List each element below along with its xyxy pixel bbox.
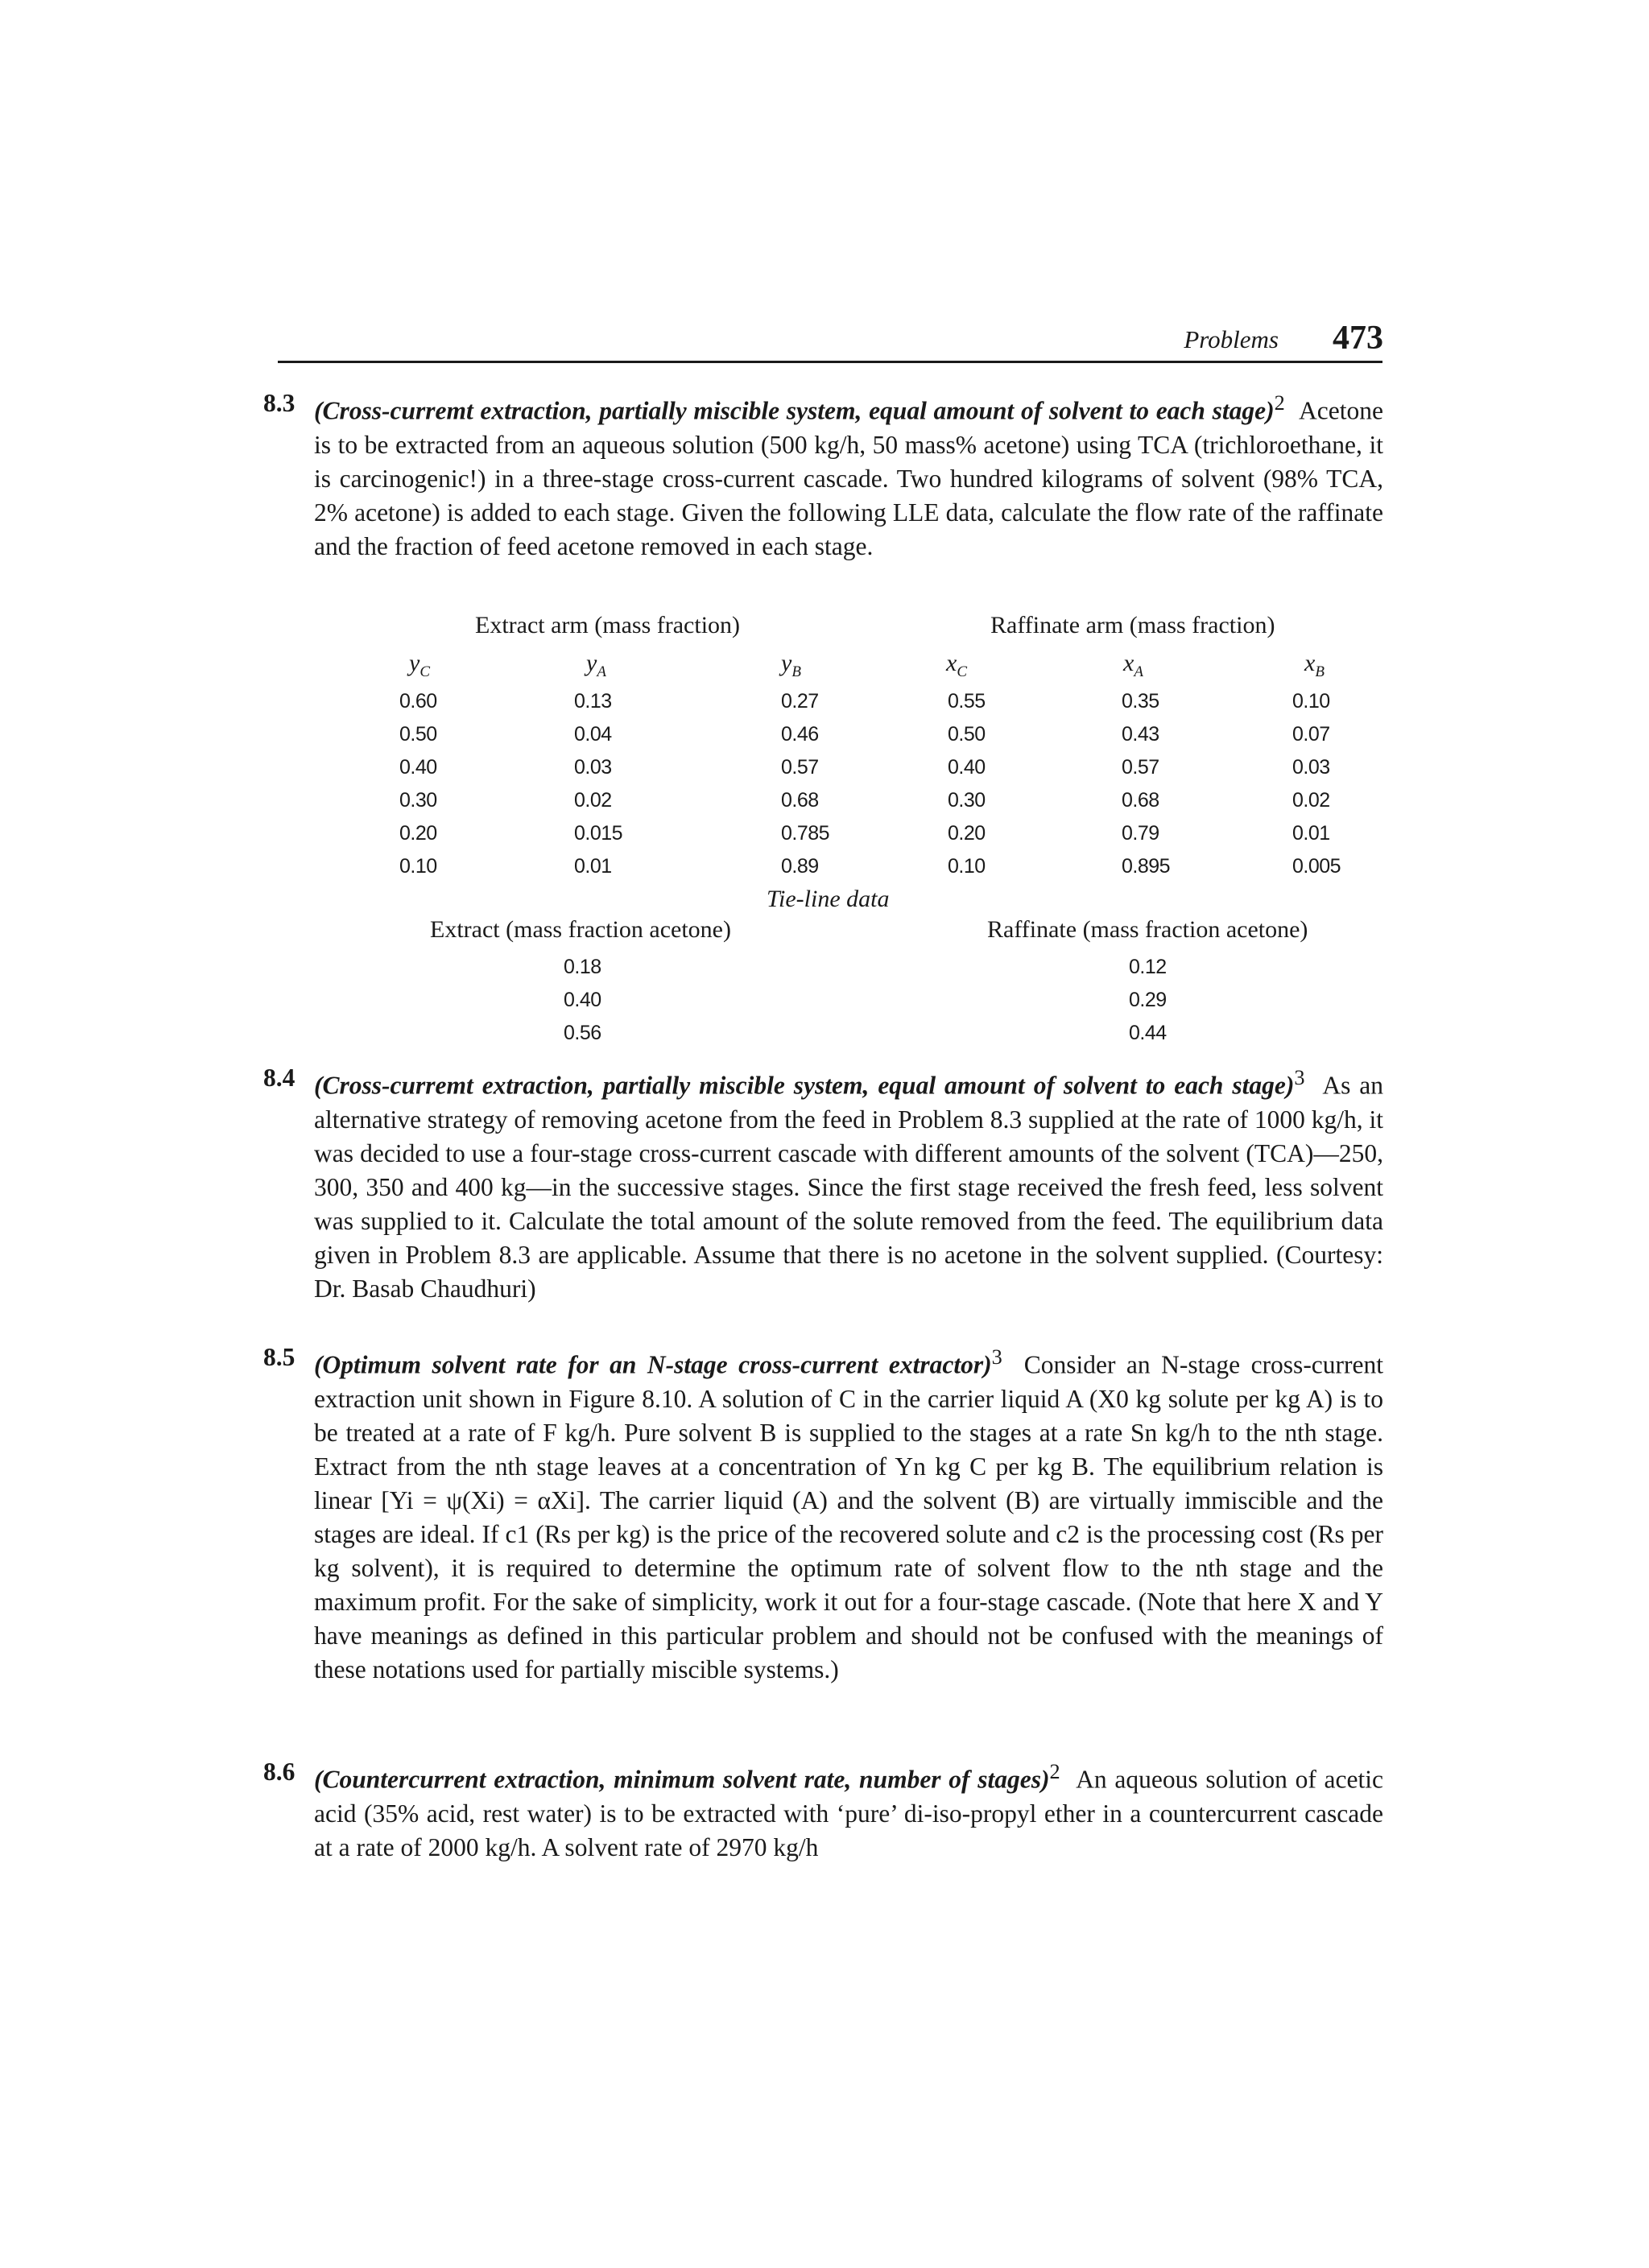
- table-cell: 0.40: [399, 756, 437, 779]
- problem-text: An aqueous solution of acetic acid (35% acid, rest water) is to be extracted with ‘pure’ di-iso-propyl ether in a countercurrent cascade at a rate of 2000 kg/h. A solvent rate of 2970 kg/h: [314, 1765, 1383, 1861]
- page-number: 473: [1333, 320, 1383, 357]
- table-cell: 0.30: [399, 789, 437, 812]
- table-cell: 0.50: [948, 723, 986, 746]
- running-head: Problems: [1184, 325, 1279, 353]
- problem-number: 8.5: [263, 1343, 295, 1371]
- table-cell: 0.895: [1122, 855, 1171, 878]
- problem-number: 8.4: [263, 1064, 295, 1092]
- table-cell: 0.35: [1122, 690, 1159, 713]
- column-header: [946, 650, 967, 681]
- table-cell: 0.10: [948, 855, 986, 878]
- table-cell: 0.68: [781, 789, 819, 812]
- column-subscript: C: [419, 663, 431, 680]
- table-cell: 0.10: [1292, 690, 1330, 713]
- table-cell: 0.68: [1122, 789, 1159, 812]
- tie-line-cell: 0.18: [564, 956, 601, 978]
- column-variable: y: [409, 650, 420, 676]
- tie-line-extract-heading: Extract (mass fraction acetone): [430, 916, 731, 943]
- column-variable: y: [586, 650, 597, 676]
- reference-superscript: 3: [1294, 1066, 1305, 1089]
- problem-number: 8.3: [263, 389, 295, 417]
- column-variable: x: [1123, 650, 1134, 676]
- column-subscript: C: [957, 663, 968, 680]
- tie-line-cell: 0.29: [1129, 989, 1167, 1011]
- table-cell: 0.01: [574, 855, 612, 878]
- table-cell: 0.03: [574, 756, 612, 779]
- problem-text: As an alternative strategy of removing acetone from the feed in Problem 8.3 supplied at the rate of 1000 kg/h, it was decided to use a four-stage cross-current cascade with different amounts of the solvent (TCA)—250, 300, 350 and 400 kg—in the successive stages. Since the first stage received the fresh feed, less solvent was supplied to it. Calculate the total amount of the solute removed from the feed. The equilibrium data given in Problem 8.3 are applicable. Assume that there is no acetone in the solvent supplied. (Courtesy: Dr. Basab Chaudhuri): [314, 1071, 1383, 1303]
- tie-line-caption: Tie-line data: [767, 886, 890, 912]
- reference-superscript: 3: [991, 1345, 1002, 1369]
- page-header: [280, 319, 1383, 362]
- column-subscript: A: [1134, 663, 1143, 680]
- table-cell: 0.02: [1292, 789, 1330, 812]
- table-cell: 0.50: [399, 723, 437, 746]
- table-cell: 0.01: [1292, 822, 1330, 845]
- problem-8-5: [263, 1341, 1384, 1687]
- table-cell: 0.89: [781, 855, 819, 878]
- raffinate-arm-heading: Raffinate arm (mass fraction): [990, 612, 1275, 638]
- tie-line-cell: 0.40: [564, 989, 601, 1011]
- reference-superscript: 2: [1274, 391, 1285, 415]
- table-cell: 0.43: [1122, 723, 1159, 746]
- column-header: [781, 650, 801, 681]
- problem-text: Consider an N-stage cross-current extraction unit shown in Figure 8.10. A solution of C in the carrier liquid A (X0 kg solute per kg A) is to be treated at a rate of F kg/h. Pure solvent B is supplied to the stages at a rate Sn kg/h to the nth stage. Extract from the nth stage leaves at a concentration of Yn kg C per kg B. The equilibrium relation is linear [Yi = ψ(Xi) = αXi]. The carrier liquid (A) and the solvent (B) are virtually immiscible and the stages are ideal. If c1 (Rs per kg) is the price of the recovered solute and c2 is the processing cost (Rs per kg solvent), it is required to determine the optimum rate of solvent flow to the nth stage and the maximum profit. For the sake of simplicity, work it out for a four-stage cascade. (Note that here X and Y have meanings as defined in this particular problem and should not be confused with the meanings of these notations used for partially miscible systems.): [314, 1350, 1384, 1683]
- column-subscript: B: [791, 663, 801, 680]
- column-variable: x: [1304, 650, 1316, 676]
- table-cell: 0.40: [948, 756, 986, 779]
- table-cell: 0.46: [781, 723, 819, 746]
- table-cell: 0.015: [574, 822, 623, 845]
- tie-line-cell: 0.56: [564, 1022, 601, 1044]
- table-cell: 0.13: [574, 690, 612, 713]
- table-cell: 0.04: [574, 723, 612, 746]
- reference-superscript: 2: [1049, 1760, 1060, 1783]
- column-header: [1304, 650, 1325, 681]
- tie-line-cell: 0.44: [1129, 1022, 1167, 1044]
- problem-title: (Cross-curremt extraction, partially miscible system, equal amount of solvent to each stage): [314, 396, 1275, 425]
- extract-arm-heading: Extract arm (mass fraction): [475, 612, 741, 638]
- table-cell: 0.20: [948, 822, 986, 845]
- column-variable: x: [946, 650, 957, 676]
- problem-title: (Cross-curremt extraction, partially miscible system, equal amount of solvent to each stage): [314, 1071, 1295, 1100]
- problem-8-4: [263, 1061, 1383, 1306]
- column-subscript: A: [597, 663, 606, 680]
- table-cell: 0.03: [1292, 756, 1330, 779]
- column-header: [586, 650, 606, 681]
- table-cell: 0.005: [1292, 855, 1341, 878]
- table-cell: 0.20: [399, 822, 437, 845]
- problem-text: Acetone is to be extracted from an aqueous solution (500 kg/h, 50 mass% acetone) using TCA (trichloroethane, it is carcinogenic!) in a three-stage cross-current cascade. Two hundred kilograms of solvent (98% TCA, 2% acetone) is added to each stage. Given the following LLE data, calculate the flow rate of the raffinate and the fraction of feed acetone removed in each stage.: [314, 396, 1383, 560]
- table-cell: 0.55: [948, 690, 986, 713]
- problem-number: 8.6: [263, 1758, 295, 1786]
- problem-title: (Countercurrent extraction, minimum solvent rate, number of stages): [314, 1765, 1050, 1794]
- table-cell: 0.07: [1292, 723, 1330, 746]
- table-cell: 0.10: [399, 855, 437, 878]
- table-cell: 0.57: [1122, 756, 1159, 779]
- lle-data-table: [314, 605, 1383, 1056]
- table-cell: 0.79: [1122, 822, 1159, 845]
- problem-8-3: [263, 386, 1383, 564]
- problem-title: (Optimum solvent rate for an N-stage cross-current extractor): [314, 1350, 992, 1379]
- table-cell: 0.27: [781, 690, 819, 713]
- table-cell: 0.30: [948, 789, 986, 812]
- table-cell: 0.57: [781, 756, 819, 779]
- column-header: [1123, 650, 1143, 681]
- header-rule: [278, 361, 1382, 363]
- table-cell: 0.60: [399, 690, 437, 713]
- tie-line-raffinate-heading: Raffinate (mass fraction acetone): [987, 916, 1308, 943]
- table-cell: 0.785: [781, 822, 830, 845]
- column-variable: y: [781, 650, 792, 676]
- column-subscript: B: [1315, 663, 1325, 680]
- problem-8-6: [263, 1755, 1383, 1865]
- tie-line-cell: 0.12: [1129, 956, 1167, 978]
- table-cell: 0.02: [574, 789, 612, 812]
- column-header: [409, 650, 430, 681]
